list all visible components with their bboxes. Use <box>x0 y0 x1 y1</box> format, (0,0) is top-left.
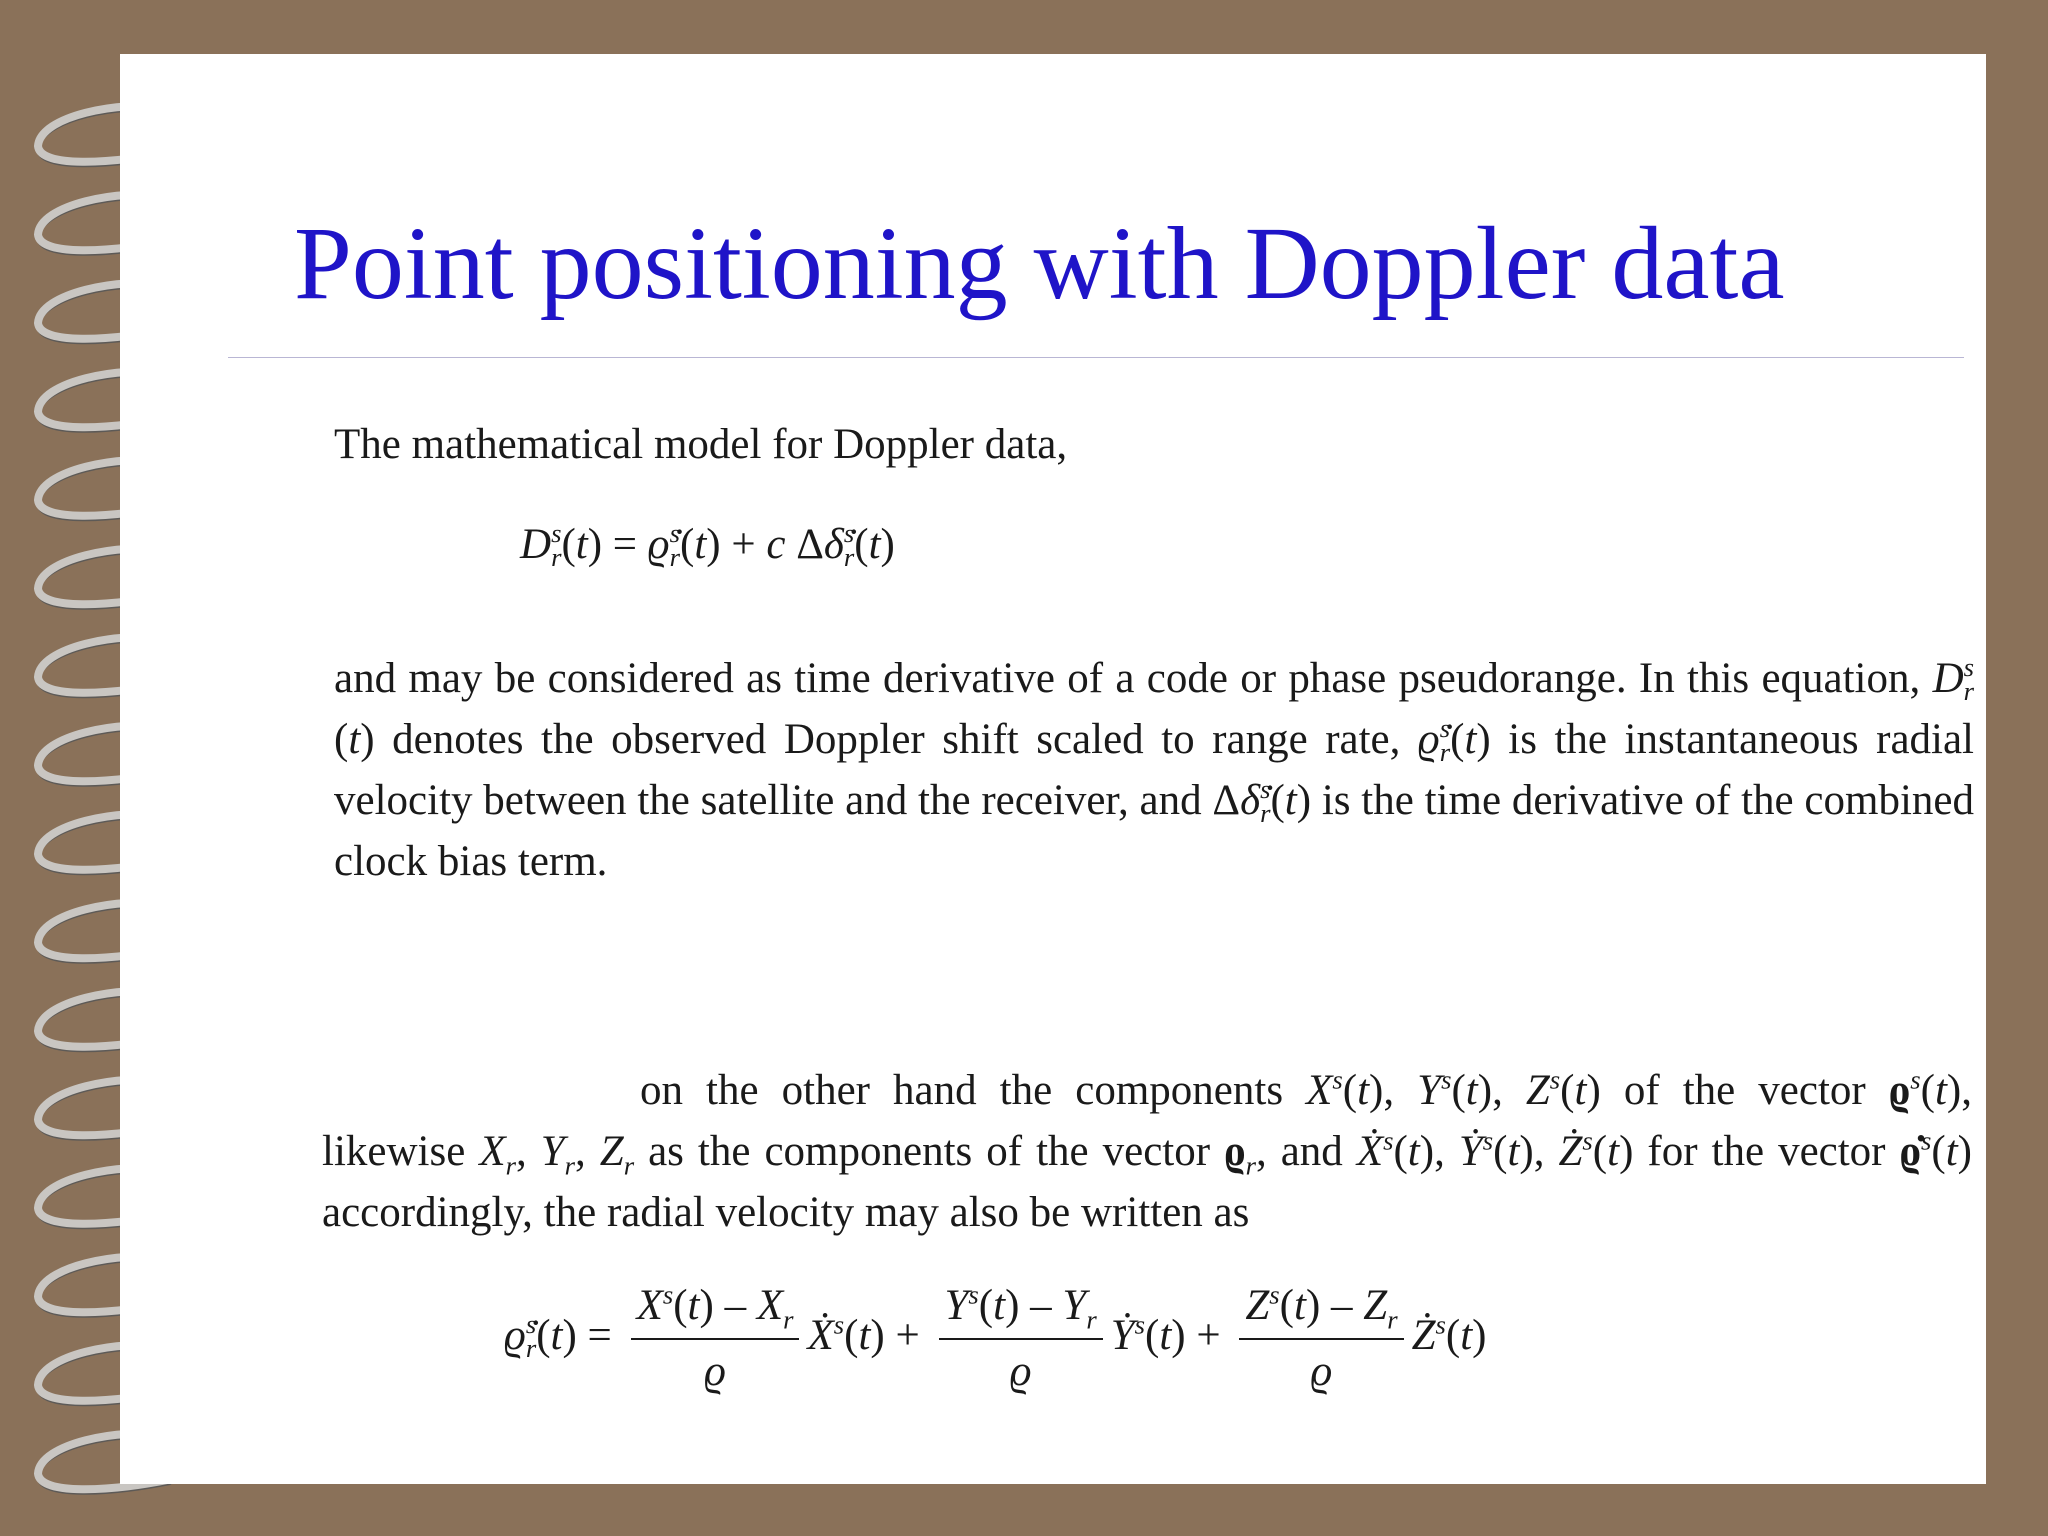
slide-title: Point positioning with Doppler data <box>294 206 1785 321</box>
equation-doppler-model: D s r (t) = ϱ̇ s r (t) + c Δδ̇ s r (t) <box>520 518 895 572</box>
components-paragraph: on the other hand the components $X^s(t)$, $Y^s(t)$, $Z^s(t)$ of the vector $ϱ^s(t)$, likewise $X_r$, $Y_r$, $Z_r$ as the components of the vector $ϱ_r$, and Ẋ$^s$(t), Ẏ$^s$(t), $Ż^s(t)$ for the vector ϱ̇$^s$(t) accordingly, the radial velocity may also be written as <box>322 1064 1972 1236</box>
equation-radial-velocity: ϱ̇ s r (t) = $\frac{X^s(t) - X_r}{ϱ}$ Ẋ$^s$(t) + $\frac{Y^s(t) - Y_r}{ϱ}$ Ẏ$^s$(t) + $\frac{Z^s(t) - Z_r}{ϱ}$ $Ż^s(t)$ <box>504 1274 1486 1404</box>
fraction-x: $\frac{X^s(t) - X_r}{ϱ}$ <box>631 1274 800 1404</box>
slide-page <box>120 54 1986 1484</box>
explanation-paragraph: and may be considered as time derivative of a code or phase pseudorange. In this equation, D s r (t) denotes the observed Doppler shift scaled to range rate, ϱ̇ s r (t) is the instantaneous radial velocity between the satellite and the receiver, and Δδ̇ s r (t) is the time derivative of the combined clock bias term. <box>334 652 1975 885</box>
intro-text: The mathematical model for Doppler data, <box>334 421 1068 468</box>
fraction-y: $\frac{Y^s(t) - Y_r}{ϱ}$ <box>939 1274 1103 1404</box>
title-divider <box>228 357 1964 358</box>
fraction-z: $\frac{Z^s(t) - Z_r}{ϱ}$ <box>1239 1274 1403 1404</box>
